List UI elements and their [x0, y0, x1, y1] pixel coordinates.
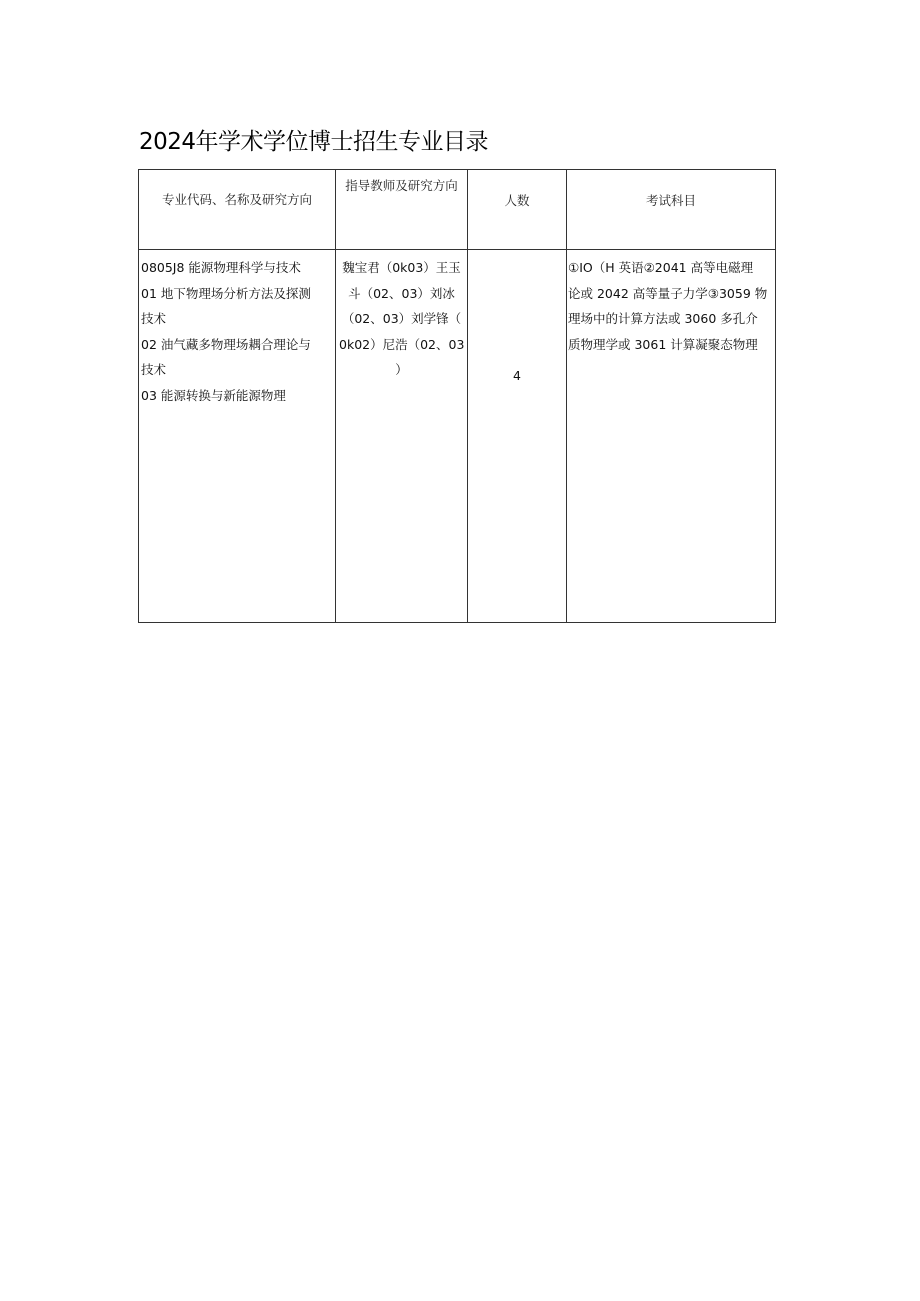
exam-line: 质物理学或 3061 计算凝聚态物理 — [568, 336, 758, 352]
header-major: 专业代码、名称及研究方向 — [139, 170, 336, 250]
advisor-line: 0k02）尼浩（02、03 — [339, 336, 464, 352]
major-line: 02 油气藏多物理场耦合理论与 — [141, 336, 311, 352]
table-header-row — [139, 170, 776, 250]
cell-advisor — [336, 250, 468, 623]
advisor-line: 魏宝君（0k03）王玉 — [342, 260, 461, 275]
exam-line: 论或 2042 高等量子力学③3059 物 — [568, 285, 768, 301]
exam-line: ①IO（H 英语②2041 高等电磁理 — [568, 260, 754, 275]
catalog-table — [138, 169, 776, 623]
major-line: 技术 — [141, 311, 167, 326]
header-exam: 考试科目 — [567, 170, 776, 250]
table-row — [139, 250, 776, 623]
cell-exam — [567, 250, 776, 623]
advisor-line: （02、03）刘学锋（ — [341, 311, 462, 326]
page-title: 2024年学术学位博士招生专业目录 — [139, 129, 489, 155]
header-count: 人数 — [468, 170, 567, 250]
advisor-line: ） — [395, 362, 408, 377]
advisor-line: 斗（02、03）刘冰 — [348, 285, 455, 301]
cell-count: 4 — [468, 250, 567, 623]
major-line: 技术 — [141, 362, 167, 377]
major-line: 03 能源转换与新能源物理 — [141, 387, 286, 403]
header-advisor: 指导教师及研究方向 — [336, 170, 468, 250]
major-line: 01 地下物理场分析方法及探测 — [141, 285, 311, 301]
major-line: 0805J8 能源物理科学与技术 — [141, 260, 301, 275]
exam-line: 理场中的计算方法或 3060 多孔介 — [568, 311, 758, 326]
cell-major — [139, 250, 336, 623]
